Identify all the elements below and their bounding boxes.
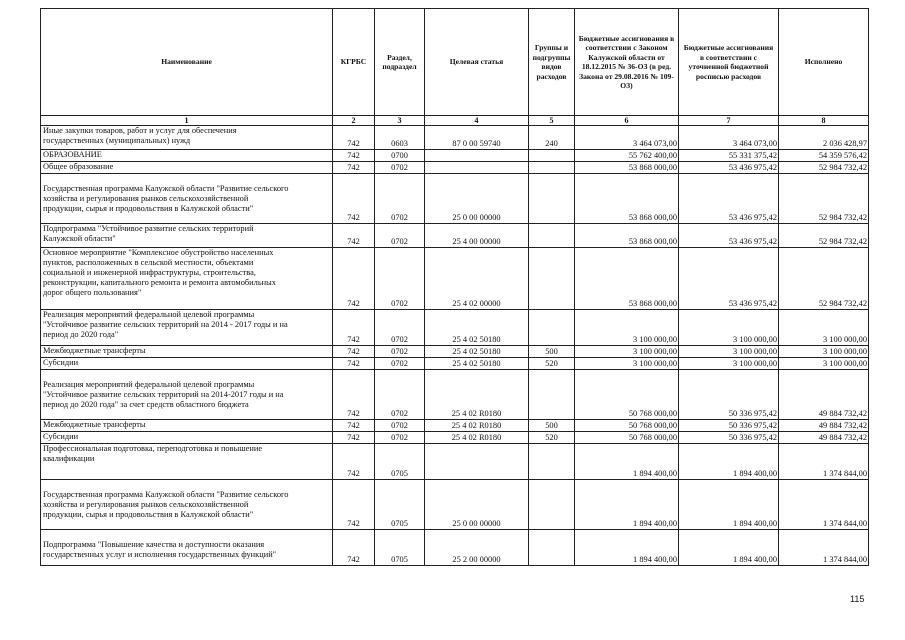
row-section-cell: 0705 <box>375 530 425 566</box>
row-target-article-cell <box>425 162 529 174</box>
row-allocation-refined-cell: 55 331 375,42 <box>679 150 779 162</box>
header-allocation-refined: Бюджетные ассигнования в соответствии с уточненной бюджетной росписью расходов <box>679 9 779 116</box>
table-row <box>41 162 869 174</box>
row-allocation-law-cell: 55 762 400,00 <box>575 150 679 162</box>
column-number: 7 <box>679 116 779 126</box>
row-section-cell: 0705 <box>375 480 425 530</box>
row-executed-cell: 49 884 732,42 <box>779 370 869 420</box>
header-name: Наименование <box>41 9 333 116</box>
row-kgrbs-cell: 742 <box>333 444 375 480</box>
row-expense-group-cell <box>529 150 575 162</box>
table-row <box>41 310 869 346</box>
table-row <box>41 126 869 150</box>
row-expense-group-cell <box>529 248 575 310</box>
row-expense-group-cell: 240 <box>529 126 575 150</box>
header-expense-groups: Группы и подгруппы видов расходов <box>529 9 575 116</box>
row-name-cell: Реализация мероприятий федеральной целевой программы "Устойчивое развитие сельских территорий на 2014 - 2017 годы и на период до 2020 года" <box>41 310 333 346</box>
row-executed-cell: 3 100 000,00 <box>779 310 869 346</box>
header-section: Раздел, подраздел <box>375 9 425 116</box>
table-row <box>41 150 869 162</box>
row-allocation-refined-cell: 50 336 975,42 <box>679 432 779 444</box>
row-target-article-cell: 25 4 02 R0180 <box>425 370 529 420</box>
row-expense-group-cell <box>529 444 575 480</box>
row-section-cell: 0603 <box>375 126 425 150</box>
page-number: 115 <box>850 594 865 604</box>
row-allocation-law-cell: 3 464 073,00 <box>575 126 679 150</box>
row-executed-cell: 1 374 844,00 <box>779 530 869 566</box>
row-kgrbs-cell: 742 <box>333 420 375 432</box>
header-executed: Исполнено <box>779 9 869 116</box>
row-name-cell: Субсидии <box>41 432 333 444</box>
row-kgrbs-cell: 742 <box>333 530 375 566</box>
row-allocation-refined-cell: 3 100 000,00 <box>679 346 779 358</box>
row-target-article-cell: 25 4 02 R0180 <box>425 432 529 444</box>
row-allocation-refined-cell: 50 336 975,42 <box>679 420 779 432</box>
table-row <box>41 370 869 420</box>
row-allocation-refined-cell: 50 336 975,42 <box>679 370 779 420</box>
row-executed-cell: 54 359 576,42 <box>779 150 869 162</box>
row-target-article-cell: 87 0 00 59740 <box>425 126 529 150</box>
row-kgrbs-cell: 742 <box>333 310 375 346</box>
row-allocation-law-cell: 53 868 000,00 <box>575 162 679 174</box>
row-target-article-cell <box>425 150 529 162</box>
column-number: 4 <box>425 116 529 126</box>
table-row <box>41 358 869 370</box>
row-expense-group-cell <box>529 162 575 174</box>
column-number: 6 <box>575 116 679 126</box>
row-expense-group-cell: 500 <box>529 346 575 358</box>
row-kgrbs-cell: 742 <box>333 174 375 224</box>
column-number: 1 <box>41 116 333 126</box>
row-executed-cell: 1 374 844,00 <box>779 444 869 480</box>
column-number: 5 <box>529 116 575 126</box>
row-section-cell: 0702 <box>375 432 425 444</box>
row-name-cell: ОБРАЗОВАНИЕ <box>41 150 333 162</box>
row-target-article-cell: 25 2 00 00000 <box>425 530 529 566</box>
row-section-cell: 0702 <box>375 174 425 224</box>
row-kgrbs-cell: 742 <box>333 432 375 444</box>
row-expense-group-cell <box>529 370 575 420</box>
row-kgrbs-cell: 742 <box>333 150 375 162</box>
row-target-article-cell: 25 4 02 00000 <box>425 248 529 310</box>
row-name-cell: Профессиональная подготовка, переподготовка и повышение квалификации <box>41 444 333 480</box>
row-section-cell: 0700 <box>375 150 425 162</box>
row-allocation-refined-cell: 3 100 000,00 <box>679 358 779 370</box>
row-allocation-law-cell: 1 894 400,00 <box>575 444 679 480</box>
row-allocation-law-cell: 50 768 000,00 <box>575 420 679 432</box>
budget-table <box>40 8 869 566</box>
table-row <box>41 346 869 358</box>
row-expense-group-cell: 520 <box>529 432 575 444</box>
row-section-cell: 0702 <box>375 358 425 370</box>
table-row <box>41 174 869 224</box>
row-allocation-law-cell: 50 768 000,00 <box>575 370 679 420</box>
row-allocation-law-cell: 3 100 000,00 <box>575 346 679 358</box>
row-section-cell: 0702 <box>375 248 425 310</box>
row-name-cell: Государственная программа Калужской области "Развитие сельского хозяйства и регулирования рынков сельскохозяйственной продукции, сырья и продовольствия в Калужской области" <box>41 174 333 224</box>
row-section-cell: 0705 <box>375 444 425 480</box>
row-name-cell: Основное мероприятие "Комплексное обустройство населенных пунктов, расположенных в сельской местности, объектами социальной и инженерной инфраструктуры, строительства, реконструкции, капитального ремонта и ремонта автомобильных дорог общего пользования" <box>41 248 333 310</box>
column-number: 8 <box>779 116 869 126</box>
row-allocation-refined-cell: 53 436 975,42 <box>679 162 779 174</box>
row-allocation-refined-cell: 53 436 975,42 <box>679 224 779 248</box>
table-row <box>41 480 869 530</box>
table-row <box>41 432 869 444</box>
row-section-cell: 0702 <box>375 346 425 358</box>
row-target-article-cell: 25 4 02 50180 <box>425 346 529 358</box>
row-kgrbs-cell: 742 <box>333 248 375 310</box>
row-executed-cell: 2 036 428,97 <box>779 126 869 150</box>
row-allocation-law-cell: 1 894 400,00 <box>575 530 679 566</box>
row-kgrbs-cell: 742 <box>333 162 375 174</box>
row-executed-cell: 3 100 000,00 <box>779 346 869 358</box>
row-name-cell: Межбюджетные трансферты <box>41 420 333 432</box>
row-allocation-law-cell: 53 868 000,00 <box>575 248 679 310</box>
header-kgrbs: КГРБС <box>333 9 375 116</box>
row-target-article-cell: 25 4 00 00000 <box>425 224 529 248</box>
row-allocation-law-cell: 53 868 000,00 <box>575 224 679 248</box>
row-section-cell: 0702 <box>375 224 425 248</box>
header-target-article: Целевая статья <box>425 9 529 116</box>
row-target-article-cell: 25 4 02 R0180 <box>425 420 529 432</box>
row-allocation-law-cell: 3 100 000,00 <box>575 310 679 346</box>
row-executed-cell: 52 984 732,42 <box>779 224 869 248</box>
row-allocation-law-cell: 53 868 000,00 <box>575 174 679 224</box>
row-kgrbs-cell: 742 <box>333 346 375 358</box>
row-allocation-refined-cell: 1 894 400,00 <box>679 480 779 530</box>
row-name-cell: Иные закупки товаров, работ и услуг для обеспечения государственных (муниципальных) нужд <box>41 126 333 150</box>
row-executed-cell: 49 884 732,42 <box>779 420 869 432</box>
row-name-cell: Реализация мероприятий федеральной целевой программы "Устойчивое развитие сельских территорий на 2014-2017 годы и на период до 2020 года" за счет средств областного бюджета <box>41 370 333 420</box>
row-allocation-law-cell: 1 894 400,00 <box>575 480 679 530</box>
column-number: 2 <box>333 116 375 126</box>
row-allocation-law-cell: 50 768 000,00 <box>575 432 679 444</box>
row-executed-cell: 1 374 844,00 <box>779 480 869 530</box>
row-kgrbs-cell: 742 <box>333 370 375 420</box>
row-target-article-cell: 25 0 00 00000 <box>425 174 529 224</box>
table-row <box>41 224 869 248</box>
table-header-row <box>41 9 869 116</box>
row-name-cell: Общее образование <box>41 162 333 174</box>
row-allocation-refined-cell: 1 894 400,00 <box>679 444 779 480</box>
table-row <box>41 420 869 432</box>
row-name-cell: Подпрограмма "Повышение качества и доступности оказания государственных услуг и исполнения государственных функций" <box>41 530 333 566</box>
row-target-article-cell: 25 4 02 50180 <box>425 310 529 346</box>
row-name-cell: Межбюджетные трансферты <box>41 346 333 358</box>
row-executed-cell: 49 884 732,42 <box>779 432 869 444</box>
table-row <box>41 530 869 566</box>
row-allocation-refined-cell: 1 894 400,00 <box>679 530 779 566</box>
row-executed-cell: 52 984 732,42 <box>779 174 869 224</box>
row-kgrbs-cell: 742 <box>333 480 375 530</box>
row-kgrbs-cell: 742 <box>333 358 375 370</box>
table-row <box>41 444 869 480</box>
row-section-cell: 0702 <box>375 420 425 432</box>
row-section-cell: 0702 <box>375 370 425 420</box>
header-allocation-law: Бюджетные ассигнования в соответствии с Законом Калужской области от 18.12.2015 № 36-ОЗ (в ред. Закона от 29.08.2016 № 109-ОЗ) <box>575 9 679 116</box>
row-kgrbs-cell: 742 <box>333 224 375 248</box>
row-expense-group-cell <box>529 310 575 346</box>
row-executed-cell: 3 100 000,00 <box>779 358 869 370</box>
row-kgrbs-cell: 742 <box>333 126 375 150</box>
budget-table-sheet <box>40 8 868 566</box>
table-row <box>41 248 869 310</box>
row-name-cell: Субсидии <box>41 358 333 370</box>
row-allocation-refined-cell: 3 100 000,00 <box>679 310 779 346</box>
row-expense-group-cell <box>529 480 575 530</box>
row-name-cell: Подпрограмма "Устойчивое развитие сельских территорий Калужской области" <box>41 224 333 248</box>
row-allocation-refined-cell: 53 436 975,42 <box>679 174 779 224</box>
row-expense-group-cell: 520 <box>529 358 575 370</box>
row-name-cell: Государственная программа Калужской области "Развитие сельского хозяйства и регулирования рынков сельскохозяйственной продукции, сырья и продовольствия в Калужской области" <box>41 480 333 530</box>
row-expense-group-cell <box>529 174 575 224</box>
row-expense-group-cell <box>529 530 575 566</box>
column-number-row <box>41 116 869 126</box>
row-expense-group-cell <box>529 224 575 248</box>
row-allocation-refined-cell: 53 436 975,42 <box>679 248 779 310</box>
row-section-cell: 0702 <box>375 162 425 174</box>
column-number: 3 <box>375 116 425 126</box>
row-target-article-cell <box>425 444 529 480</box>
row-allocation-law-cell: 3 100 000,00 <box>575 358 679 370</box>
row-executed-cell: 52 984 732,42 <box>779 248 869 310</box>
row-section-cell: 0702 <box>375 310 425 346</box>
row-expense-group-cell: 500 <box>529 420 575 432</box>
row-target-article-cell: 25 4 02 50180 <box>425 358 529 370</box>
row-target-article-cell: 25 0 00 00000 <box>425 480 529 530</box>
row-allocation-refined-cell: 3 464 073,00 <box>679 126 779 150</box>
row-executed-cell: 52 984 732,42 <box>779 162 869 174</box>
